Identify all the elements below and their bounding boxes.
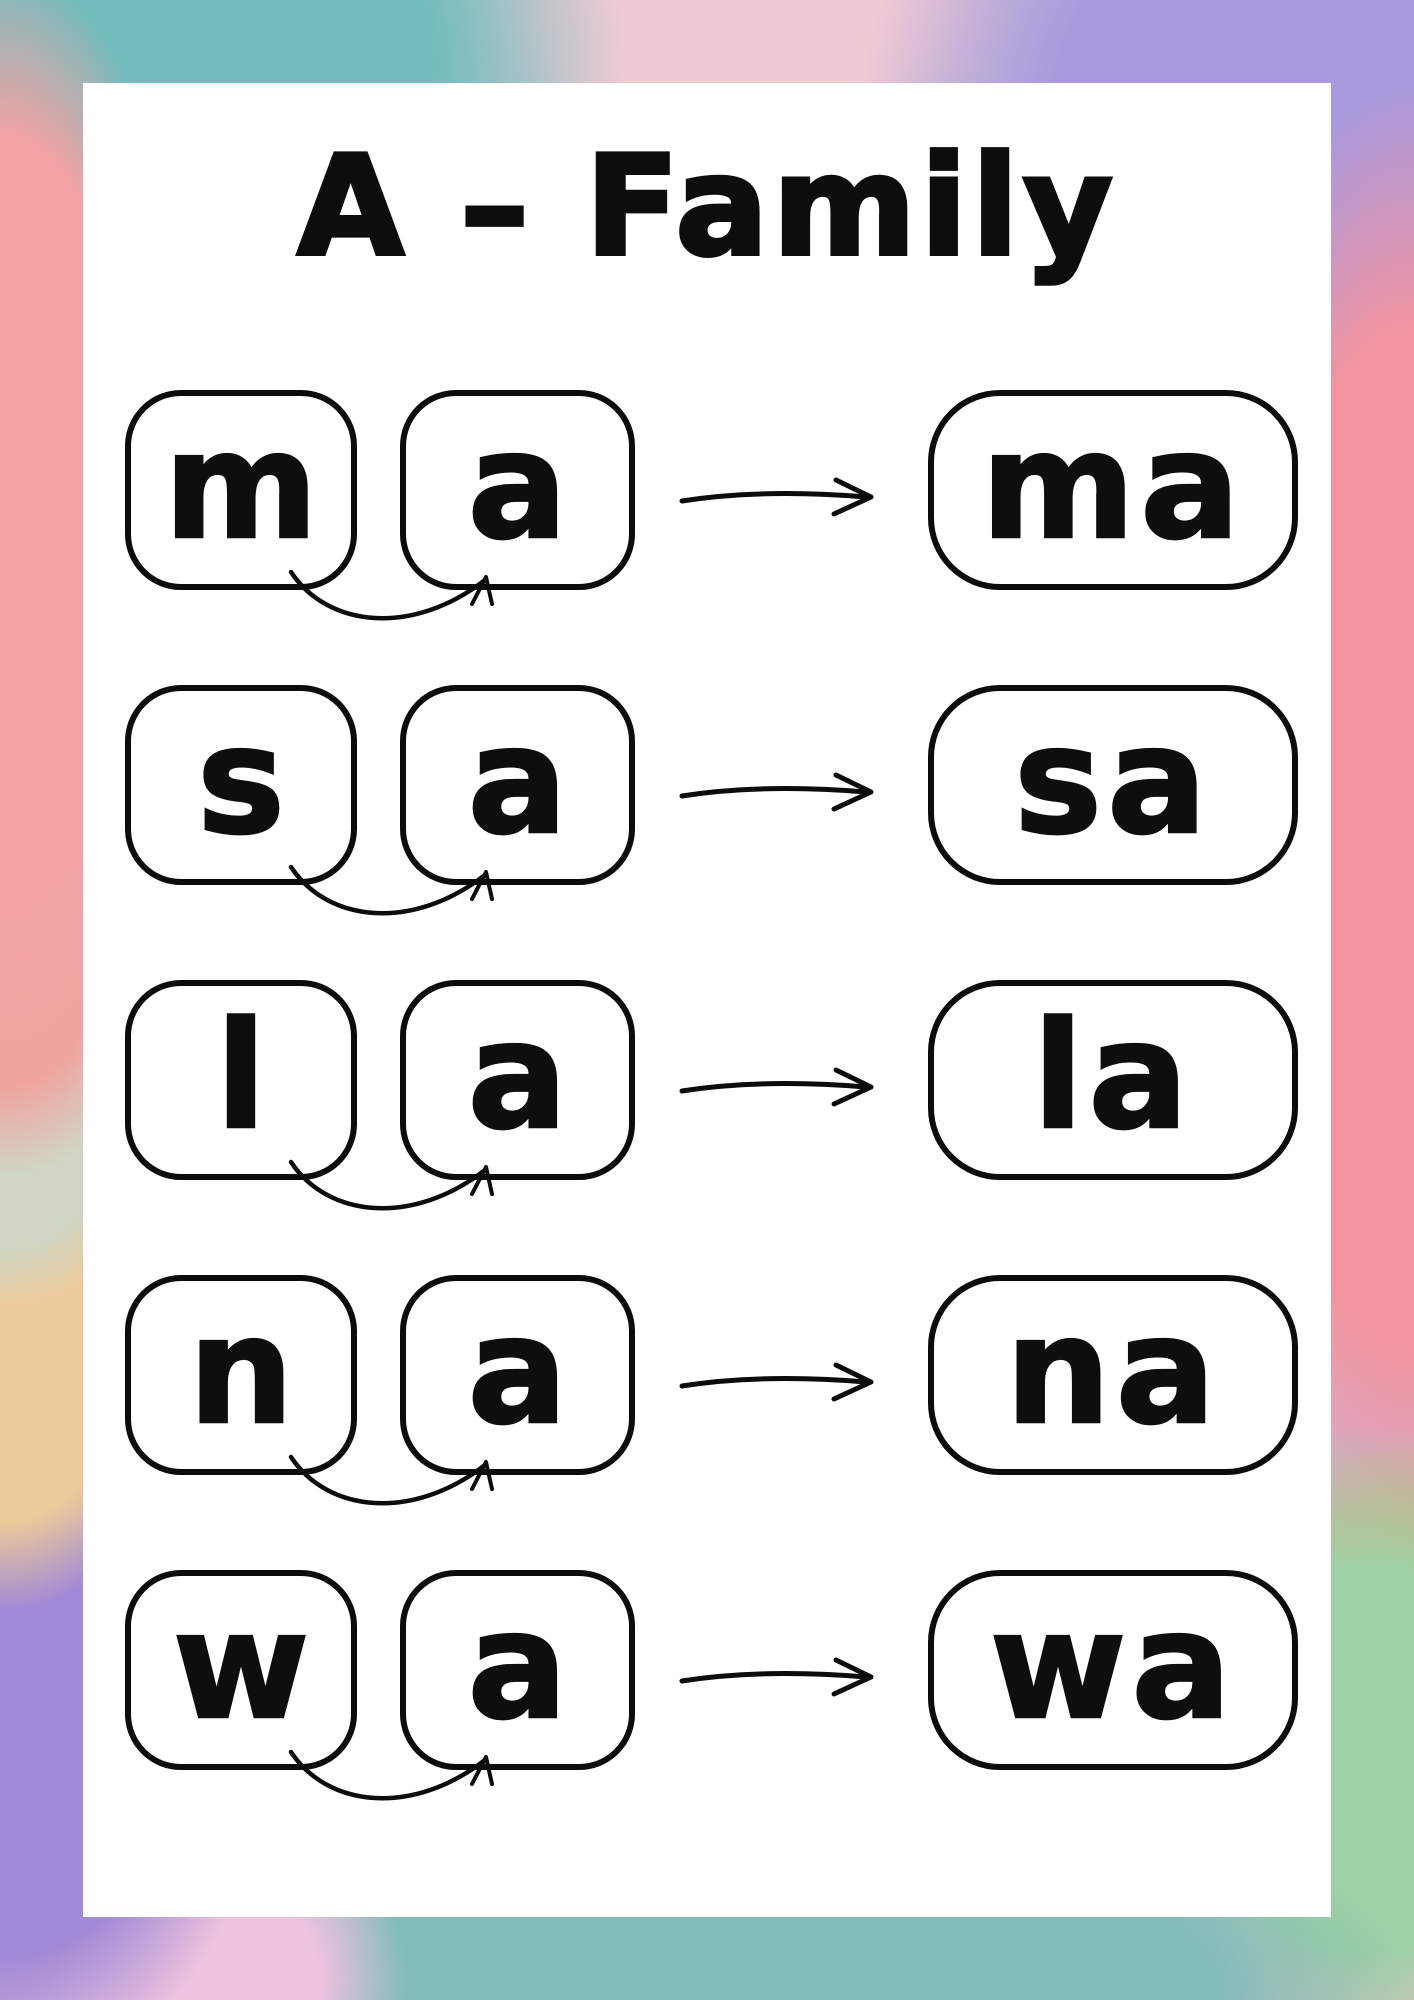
letter-box-first [125, 1570, 357, 1770]
blend-arc-icon [273, 566, 523, 651]
result-box [928, 390, 1298, 590]
result-text: na [1005, 1285, 1221, 1457]
blend-arc-icon [273, 1451, 523, 1536]
letter-box-first [125, 390, 357, 590]
merge-arrow-icon [678, 771, 883, 815]
letter-text: a [467, 695, 568, 867]
blend-arc-icon [273, 1156, 523, 1241]
letter-text: n [188, 1285, 294, 1457]
blend-row [83, 1275, 1331, 1475]
letter-text: s [196, 695, 286, 867]
letter-box-first [125, 685, 357, 885]
merge-arrow-icon [678, 1361, 883, 1405]
letter-box-second [400, 1275, 635, 1475]
letter-box-second [400, 390, 635, 590]
letter-text: a [467, 400, 568, 572]
result-box [928, 685, 1298, 885]
letter-text: a [467, 1580, 568, 1752]
result-text: ma [980, 400, 1246, 572]
result-box [928, 1570, 1298, 1770]
merge-arrow-icon [678, 1656, 883, 1700]
blend-row [83, 685, 1331, 885]
worksheet-card [83, 83, 1331, 1917]
blend-row [83, 980, 1331, 1180]
letter-text: w [172, 1580, 310, 1752]
letter-box-second [400, 980, 635, 1180]
result-text: wa [989, 1580, 1237, 1752]
letter-box-first [125, 980, 357, 1180]
letter-text: m [163, 400, 319, 572]
merge-arrow-icon [678, 1066, 883, 1110]
result-box [928, 1275, 1298, 1475]
page-title: A – Family [297, 126, 1117, 287]
blend-row [83, 390, 1331, 590]
blend-arc-icon [273, 1746, 523, 1831]
blend-arc-icon [273, 861, 523, 946]
letter-text: l [215, 990, 267, 1162]
result-text: sa [1014, 695, 1212, 867]
result-box [928, 980, 1298, 1180]
letter-text: a [467, 990, 568, 1162]
letter-box-second [400, 1570, 635, 1770]
result-text: la [1032, 990, 1194, 1162]
merge-arrow-icon [678, 476, 883, 520]
blend-row [83, 1570, 1331, 1770]
letter-box-second [400, 685, 635, 885]
letter-box-first [125, 1275, 357, 1475]
letter-text: a [467, 1285, 568, 1457]
